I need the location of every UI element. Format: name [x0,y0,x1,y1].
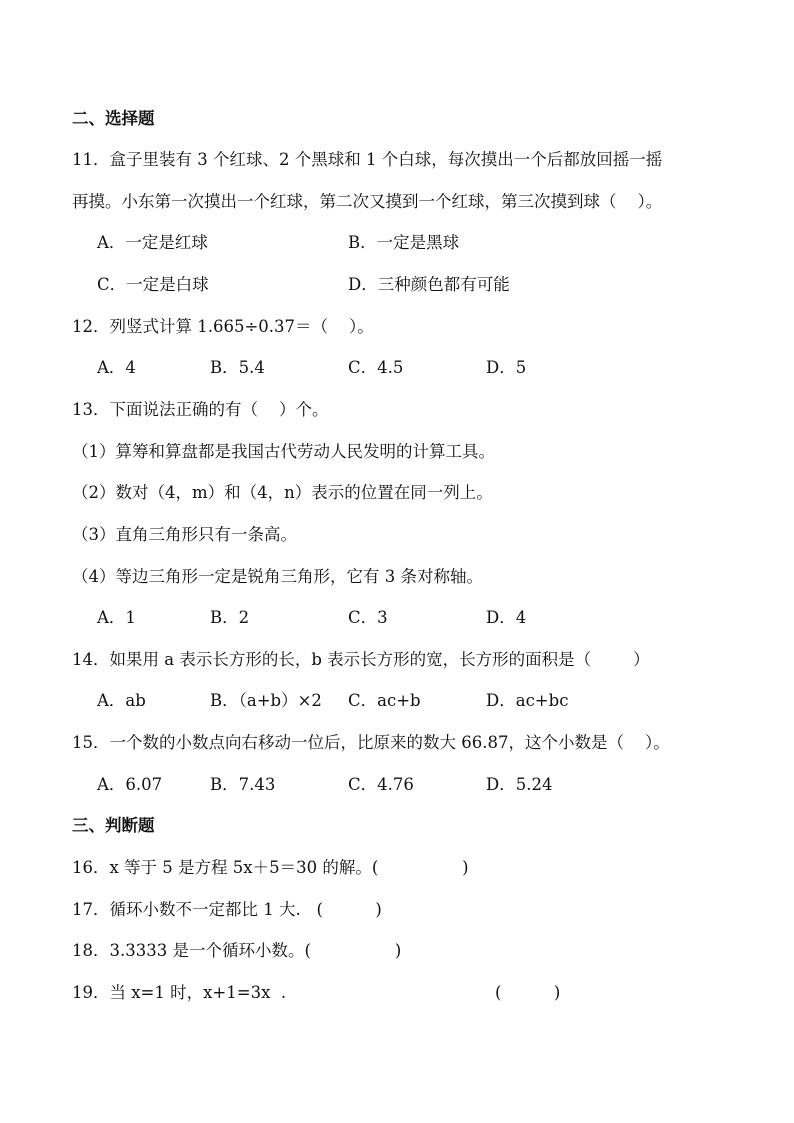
q11-option-b: B．一定是黑球 [348,233,460,252]
q14-option-a: A．ab [97,691,146,710]
q13-item-3: （3）直角三角形只有一条高。 [72,525,297,544]
q12-option-c: C．4.5 [348,358,404,377]
q18: 18．3.3333 是一个循环小数。( ) [72,941,402,960]
q11-option-d: D．三种颜色都有可能 [348,275,510,294]
section2-title: 二、选择题 [72,109,155,128]
q19-stem: 19．当 x=1 时，x+1=3x . [72,983,287,1002]
q17: 17．循环小数不一定都比 1 大. ( ) [72,900,382,919]
q11-line2: 再摸。小东第一次摸出一个红球，第二次又摸到一个红球，第三次摸到球（ ）。 [72,192,663,211]
q11-option-c: C．一定是白球 [97,275,209,294]
q15-option-b: B．7.43 [210,775,276,794]
q14-option-d: D．ac+bc [486,691,569,710]
q13-option-b: B．2 [210,608,250,627]
q12-option-b: B．5.4 [210,358,265,377]
q13-item-2: （2）数对（4，m）和（4，n）表示的位置在同一列上。 [72,483,493,502]
q13-stem: 13．下面说法正确的有（ ）个。 [72,400,329,419]
q16: 16．x 等于 5 是方程 5x＋5＝30 的解。( ) [72,858,469,877]
q14-stem: 14．如果用 a 表示长方形的长，b 表示长方形的宽，长方形的面积是（ ） [72,650,650,669]
q11-line1: 11．盒子里装有 3 个红球、2 个黑球和 1 个白球，每次摸出一个后都放回摇一摇 [72,150,663,169]
q15-option-a: A．6.07 [97,775,163,794]
q15-option-c: C．4.76 [348,775,414,794]
q13-option-d: D．4 [486,608,527,627]
q19-answer-blank: ( ) [495,983,561,1002]
q13-item-1: （1）算筹和算盘都是我国古代劳动人民发明的计算工具。 [72,442,495,461]
q12-option-d: D．5 [486,358,527,377]
q13-option-c: C．3 [348,608,388,627]
section3-title: 三、判断题 [72,816,155,835]
q15-stem: 15．一个数的小数点向右移动一位后，比原来的数大 66.87，这个小数是（ ）。 [72,733,670,752]
q13-option-a: A．1 [97,608,136,627]
q13-item-4: （4）等边三角形一定是锐角三角形，它有 3 条对称轴。 [72,567,483,586]
q12-stem: 12．列竖式计算 1.665÷0.37＝（ ）。 [72,317,374,336]
q14-option-c: C．ac+b [348,691,421,710]
q14-option-b: B．（a+b）×2 [210,691,322,710]
q15-option-d: D．5.24 [486,775,553,794]
q12-option-a: A．4 [97,358,136,377]
q11-option-a: A．一定是红球 [97,233,208,252]
